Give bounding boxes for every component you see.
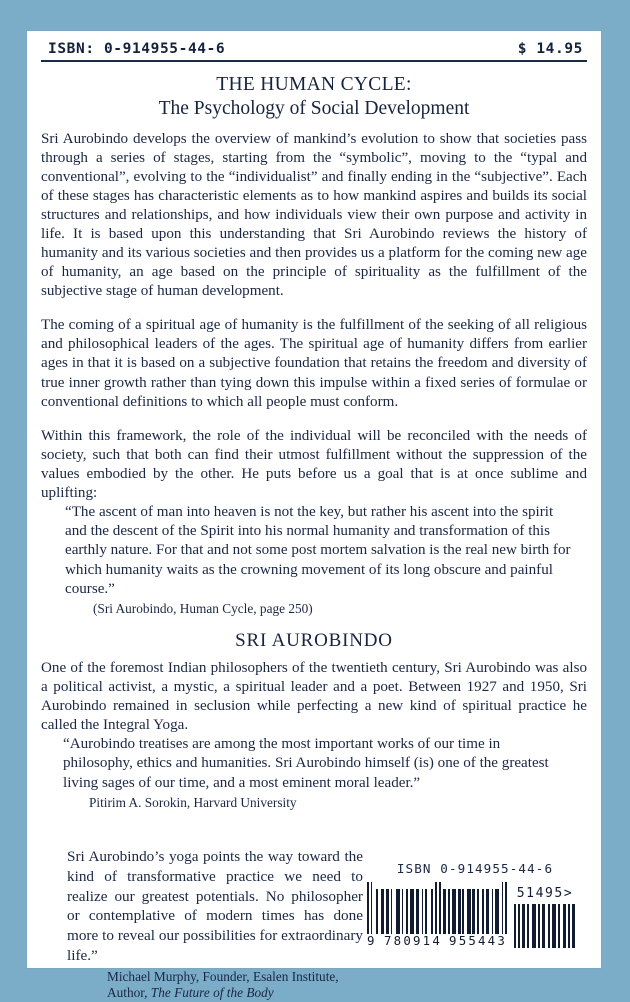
barcode-area [367,847,577,948]
ean5-bars [514,904,576,948]
page-title: THE HUMAN CYCLE: [41,73,587,97]
price-text: $ 14.95 [518,41,583,57]
murphy-attribution-line2 [107,985,363,1002]
cover-content [41,41,587,961]
ean-right-group: 955443 [449,933,507,948]
ean-left-group: 780914 [384,933,442,948]
murphy-attribution-line1: Michael Murphy, Founder, Esalen Institute, [107,969,363,986]
author-section-heading: SRI AUROBINDO [41,630,587,652]
ean5-addon-barcode [514,886,576,948]
book-back-cover [27,31,601,968]
murphy-book-title: The Future of the Body [151,985,274,1000]
isbn-price-row [41,41,587,60]
author-bio: One of the foremost Indian philosophers of the twentieth century, Sri Aurobindo was also a political activist, a mystic, a spiritual leader and a poet. Between 1927 and 1950, Sri Aurobindo remained in seclusion while perfecting a new kind of spiritual practice he called the Integral Yoga. [41,659,587,735]
barcode-row [367,882,577,948]
ean13-barcode [367,882,507,948]
bottom-block [41,847,587,1002]
ean13-bars [367,882,507,934]
murphy-author-prefix: Author, [107,985,151,1000]
paragraph-3: Within this framework, the role of the individual will be reconciled with the needs of society, such that both can find their utmost fulfillment without the suppression of the values embodied by the other. He puts before us a goal that is at once sublime and uplifting: [41,427,587,503]
murphy-attribution [67,969,363,1002]
pull-quote-murphy-wrap [41,847,363,1002]
addon-digits: 51495> [514,886,576,901]
page-subtitle: The Psychology of Social Development [41,97,587,121]
ean13-digits [367,933,507,948]
pull-quote-aurobindo: “The ascent of man into heaven is not the key, but rather his ascent into the spirit and the descent of the Spirit into his normal humanity and transformation of this earthly nature. For that and not some post mortem salvation is the real new birth for which humanity waits as the crowning movement of its long obscure and painful course.” [41,503,587,599]
barcode-isbn-text: ISBN 0-914955-44-6 [367,861,577,876]
sorokin-attribution: Pitirim A. Sorokin, Harvard University [41,795,587,812]
pull-quote-attribution: (Sri Aurobindo, Human Cycle, page 250) [41,601,587,618]
paragraph-1: Sri Aurobindo develops the overview of mankind’s evolution to show that societies pass through a series of stages, starting from the “symbolic”, moving to the “typal and conventional”, evolving to the “individualist” and finally ending in the “subjective”. Each of these stages has characteristic elements as to how mankind aspires and builds its social structures and relationships, and how individuals view their own purpose and activity in life. It is based upon this understanding that Sri Aurobindo reviews the history of humanity and its various societies and then provides us a platform for the coming new age of humanity, an age based on the principle of spirituality as the fulfillment of the subjective stage of human development. [41,130,587,302]
ean-lead-digit: 9 [367,933,375,948]
isbn-text: ISBN: 0-914955-44-6 [48,41,225,57]
header-divider [41,60,587,62]
pull-quote-murphy: Sri Aurobindo’s yoga points the way toward the kind of transformative practice we need to realize our greatest potentials. No philosopher or contemplative of modern times has done more to reveal our possibilities for extraordinary life.” [67,847,363,966]
pull-quote-sorokin: “Aurobindo treatises are among the most important works of our time in philosophy, ethics and humanities. Sri Aurobindo himself (is) one of the greatest living sages of our time, and a most eminent moral leader.” [41,735,587,793]
paragraph-2: The coming of a spiritual age of humanity is the fulfillment of the seeking of all religious and philosophical leaders of the ages. The spiritual age of humanity differs from earlier ages in that it is based on a subjective foundation that retains the freedom and diversity of true inner growth rather than tying down this impulse within a fixed series of formulae or conventional definitions to which all people must conform. [41,316,587,411]
